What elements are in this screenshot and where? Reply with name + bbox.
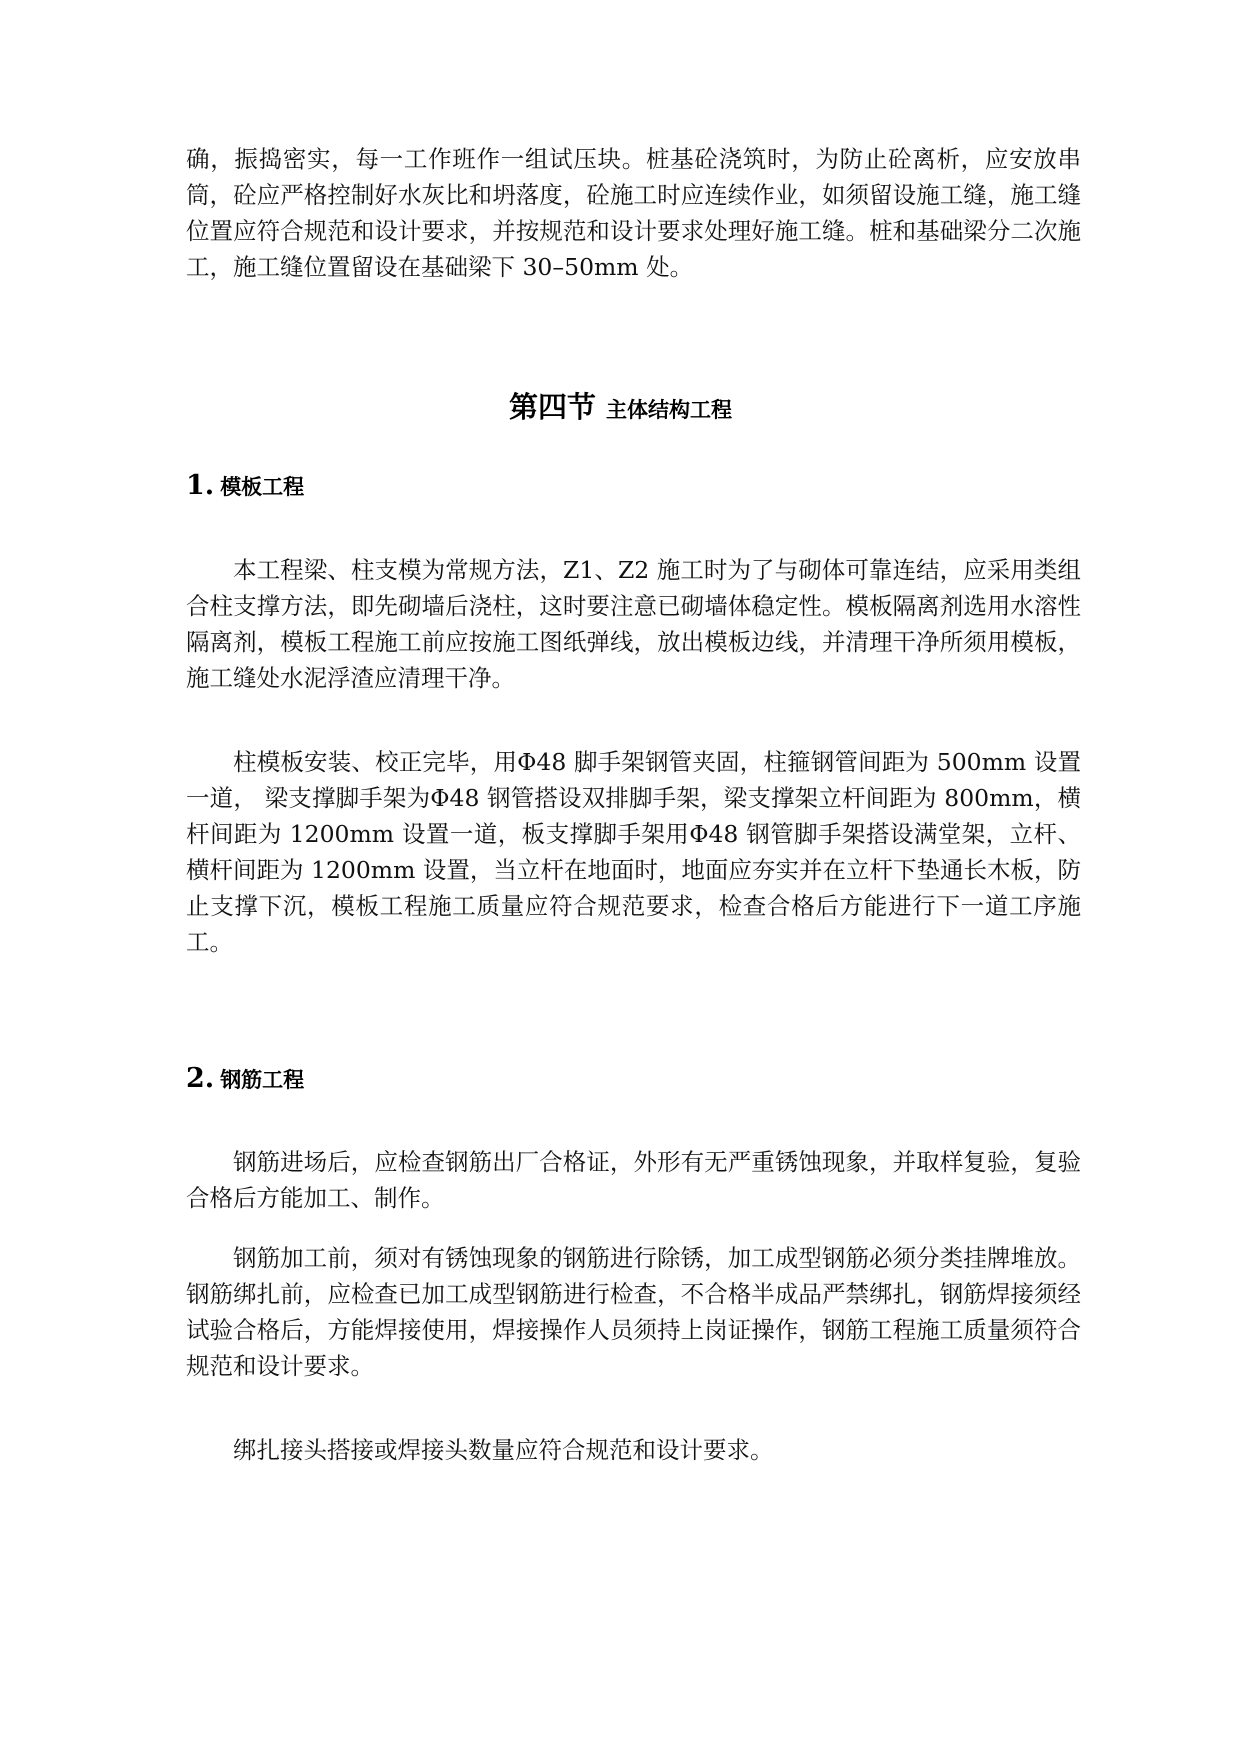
formwork-paragraph-1: 本工程梁、柱支模为常规方法，Z1、Z2 施工时为了与砌体可靠连结，应采用类组合柱支撑方法，即先砌墙后浇柱，这时要注意已砌墙体稳定性。模板隔离剂选用水溶性隔离剂，模板工程施工前应按施工图纸弹线，放出模板边线，并清理干净所须用模板，施工缝处水泥浮渣应清理干净。 [186,556,1081,692]
rebar-heading [186,1063,304,1094]
formwork-paragraph-2: 柱模板安装、校正完毕，用Φ48 脚手架钢管夹固，柱箍钢管间距为 500mm 设置一道， 梁支撑脚手架为Φ48 钢管搭设双排脚手架，梁支撑架立杆间距为 800mm，横杆间距为 1200mm 设置一道，板支撑脚手架用Φ48 钢管脚手架搭设满堂架，立杆、横杆间距为 1200mm 设置，当立杆在地面时，地面应夯实并在立杆下垫通长木板，防止支撑下沉，模板工程施工质量应符合规范要求，检查合格后方能进行下一道工序施工。 [186,748,1081,956]
section-title [0,385,1241,426]
intro-paragraph: 确，振捣密实，每一工作班作一组试压块。桩基砼浇筑时，为防止砼离析，应安放串筒，砼应严格控制好水灰比和坍落度，砼施工时应连续作业，如须留设施工缝，施工缝位置应符合规范和设计要求，并按规范和设计要求处理好施工缝。桩和基础梁分二次施工，施工缝位置留设在基础梁下 30–50mm 处。 [186,145,1081,281]
rebar-paragraph-1: 钢筋进场后，应检查钢筋出厂合格证，外形有无严重锈蚀现象，并取样复验，复验合格后方能加工、制作。 [186,1148,1081,1212]
section-title-text: 主体结构工程 [606,398,732,422]
formwork-heading [186,470,304,501]
rebar-paragraph-2: 钢筋加工前，须对有锈蚀现象的钢筋进行除锈，加工成型钢筋必须分类挂牌堆放。钢筋绑扎前，应检查已加工成型钢筋进行检查，不合格半成品严禁绑扎，钢筋焊接须经试验合格后，方能焊接使用，焊接操作人员须持上岗证操作，钢筋工程施工质量须符合规范和设计要求。 [186,1244,1081,1380]
formwork-heading-title: 模板工程 [220,475,305,499]
rebar-heading-number: 2. [186,1063,215,1094]
formwork-heading-number: 1. [186,470,215,501]
section-title-number: 第四节 [508,390,596,424]
rebar-heading-title: 钢筋工程 [220,1068,305,1092]
rebar-paragraph-3: 绑扎接头搭接或焊接头数量应符合规范和设计要求。 [233,1436,774,1464]
